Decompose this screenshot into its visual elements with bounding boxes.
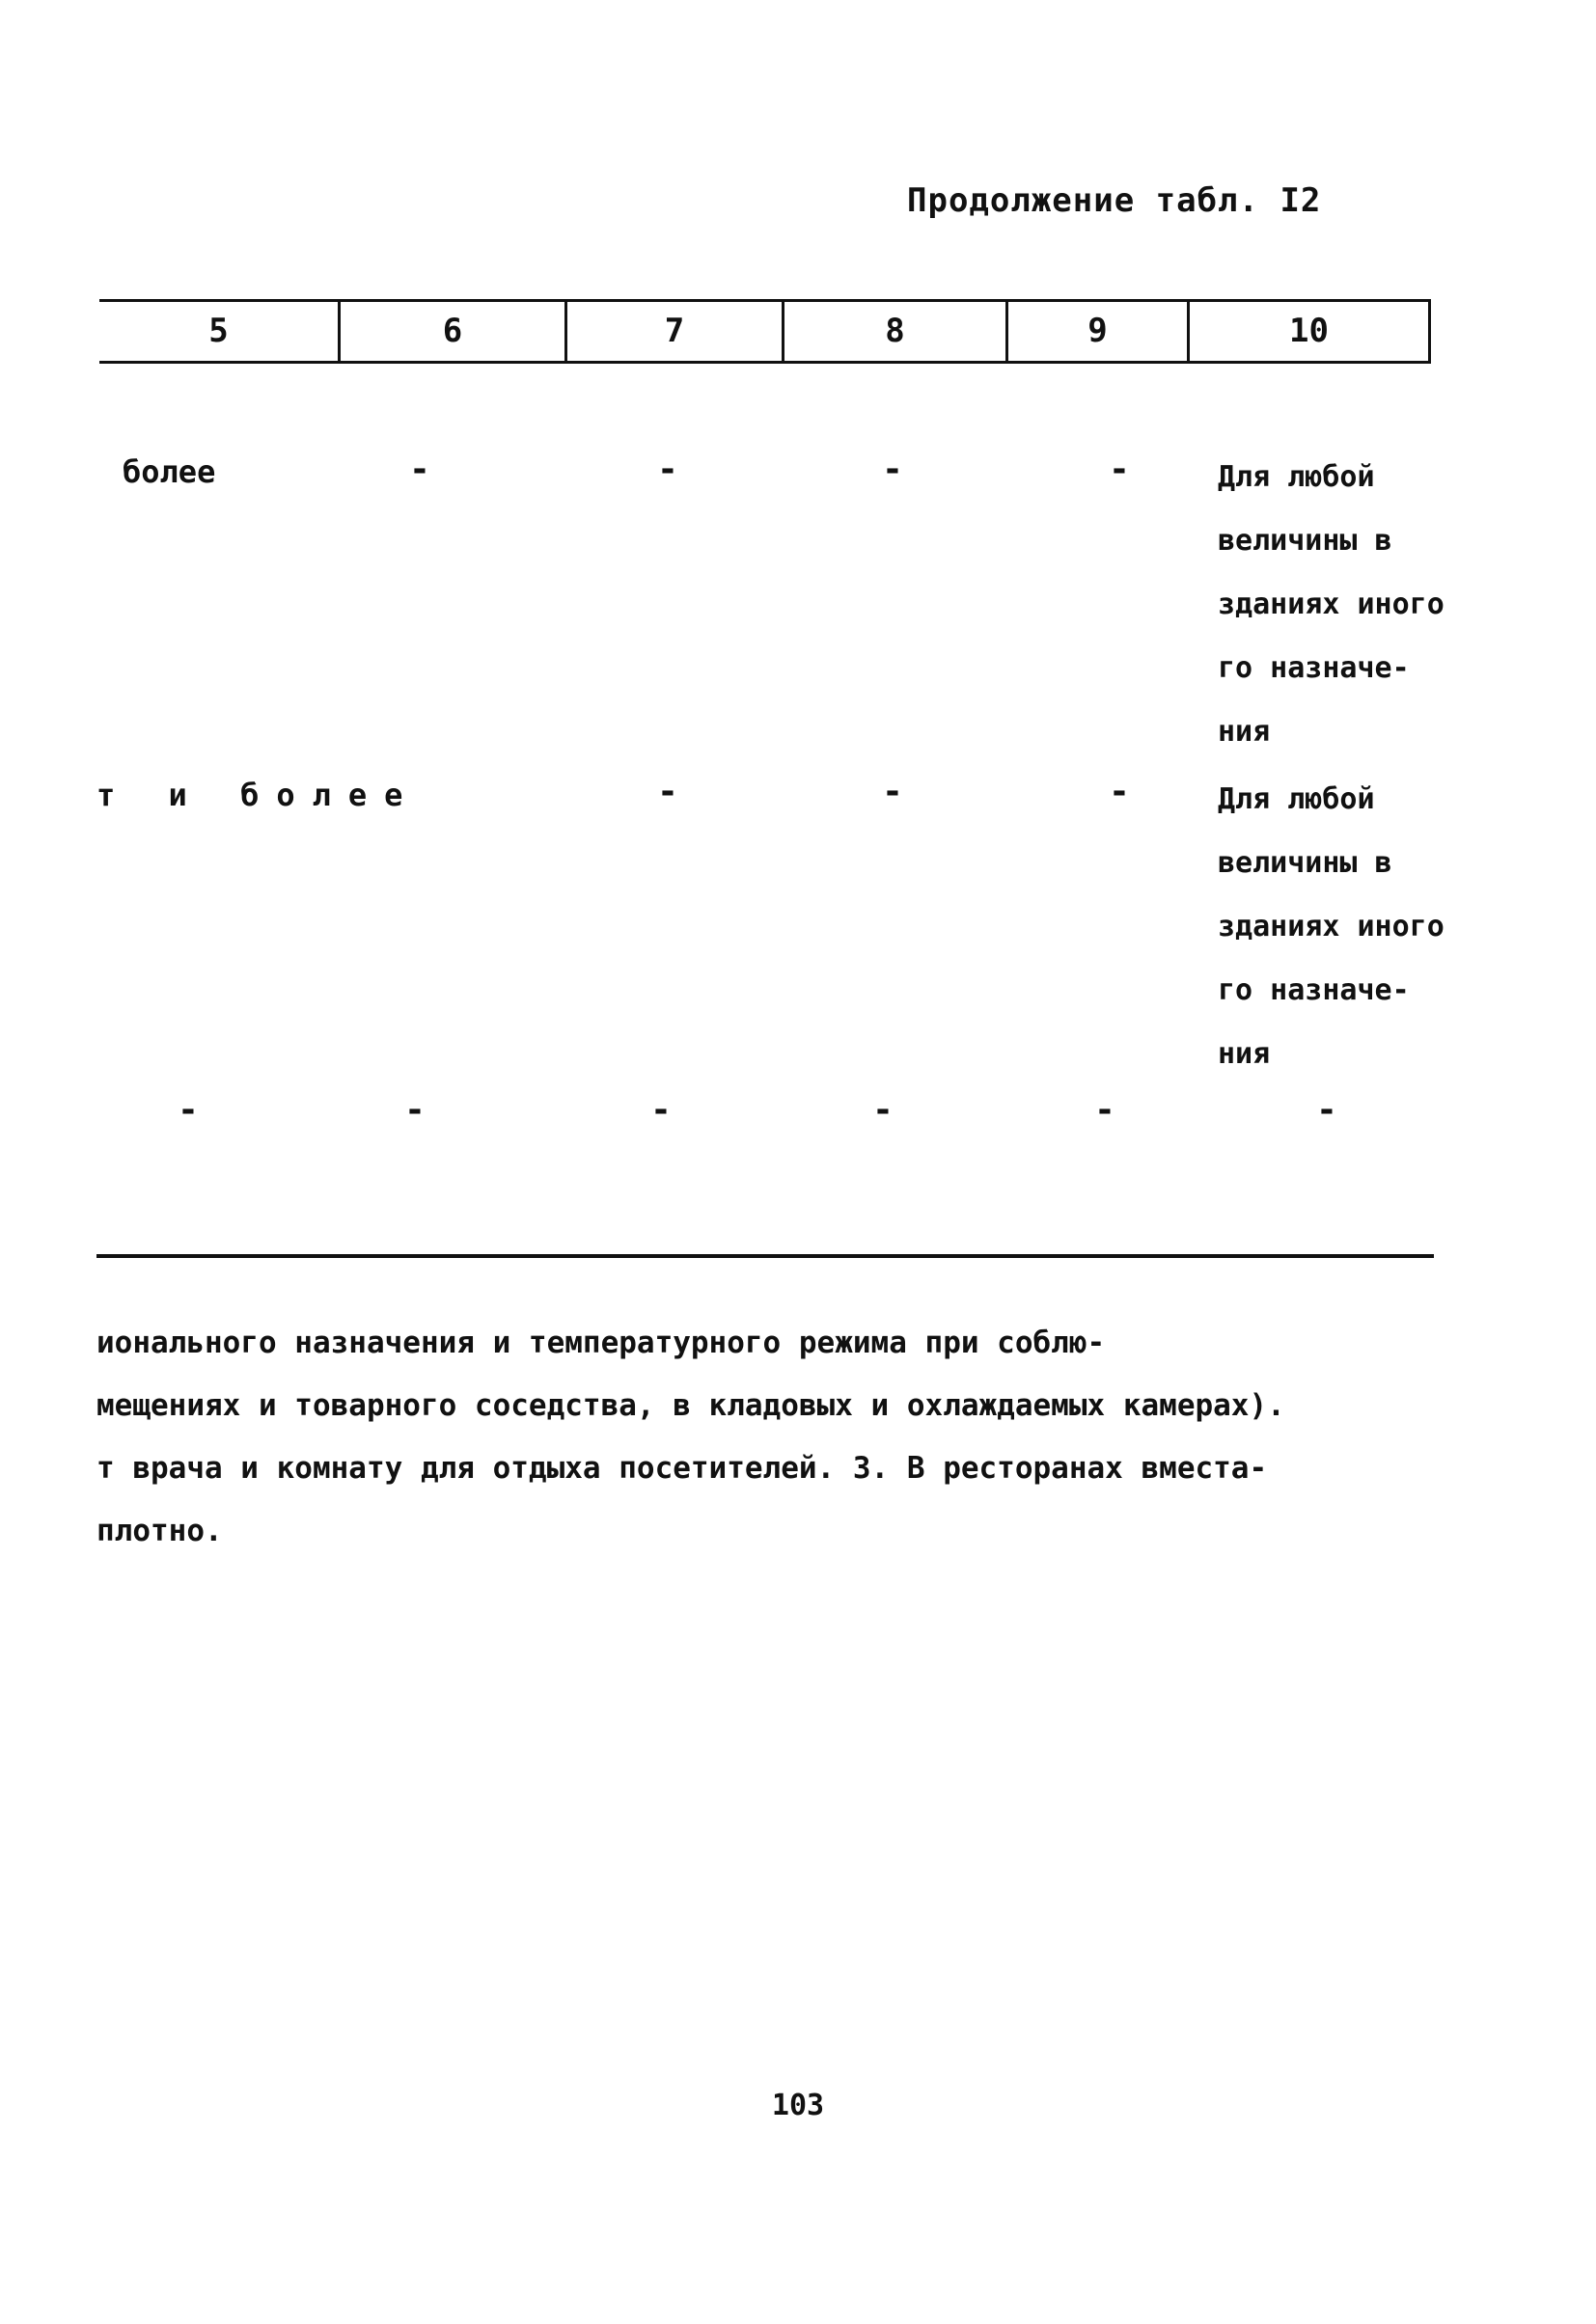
- footnote-rule: [96, 1254, 1434, 1258]
- row1-col8: -: [882, 450, 903, 489]
- row1-col9: -: [1109, 450, 1130, 489]
- row1-col10-line: ния: [1218, 715, 1271, 749]
- row1-col10-line: Для любой: [1218, 460, 1375, 494]
- row1-col10-line: го назначе-: [1218, 651, 1410, 685]
- header-col-10: 10: [1289, 312, 1329, 350]
- header-col-7: 7: [664, 312, 685, 350]
- row3-col6: -: [404, 1090, 426, 1130]
- header-col-6: 6: [442, 312, 463, 350]
- row2-col10-line: го назначе-: [1218, 973, 1410, 1007]
- table-caption: Продолжение табл. I2: [907, 181, 1322, 220]
- footnote-line: ионального назначения и температурного режима при соблю-: [96, 1326, 1106, 1360]
- footnote-line: мещениях и товарного соседства, в кладовых и охлаждаемых камерах).: [96, 1388, 1285, 1423]
- row1-col10-line: зданиях иного: [1218, 588, 1445, 621]
- header-col-9: 9: [1087, 312, 1108, 350]
- row3-col9: -: [1094, 1090, 1115, 1130]
- footnote-line: т врача и комнату для отдыха посетителей. 3. В ресторанах вместа-: [96, 1451, 1268, 1486]
- row3-col7: -: [650, 1090, 672, 1130]
- row3-col5: -: [178, 1090, 199, 1130]
- row2-col10-line: зданиях иного: [1218, 910, 1445, 943]
- row1-col10: [1218, 446, 1445, 764]
- header-col-5: 5: [208, 312, 229, 350]
- header-divider: [1428, 299, 1431, 364]
- row2-col10: [1218, 768, 1445, 1086]
- row1-col7: -: [657, 450, 678, 489]
- header-col-8: 8: [885, 312, 905, 350]
- row3-col10: -: [1316, 1090, 1337, 1130]
- row2-col10-line: ния: [1218, 1037, 1271, 1071]
- row1-col6: -: [409, 450, 430, 489]
- row3-col8: -: [872, 1090, 894, 1130]
- row2-col9: -: [1109, 772, 1130, 811]
- row2-col8: -: [882, 772, 903, 811]
- footnotes: [96, 1312, 1447, 1563]
- header-bottom-rule: [99, 361, 1431, 364]
- row2-col10-line: Для любой: [1218, 782, 1375, 816]
- header-top-rule: [99, 299, 1431, 302]
- page-number: 103: [771, 2089, 825, 2122]
- row2-col10-line: величины в: [1218, 846, 1392, 880]
- row1-col5: более: [123, 453, 216, 490]
- row2-col5: т и более: [96, 777, 421, 813]
- row2-col7: -: [657, 772, 678, 811]
- footnote-line: плотно.: [96, 1514, 223, 1548]
- row1-col10-line: величины в: [1218, 524, 1392, 558]
